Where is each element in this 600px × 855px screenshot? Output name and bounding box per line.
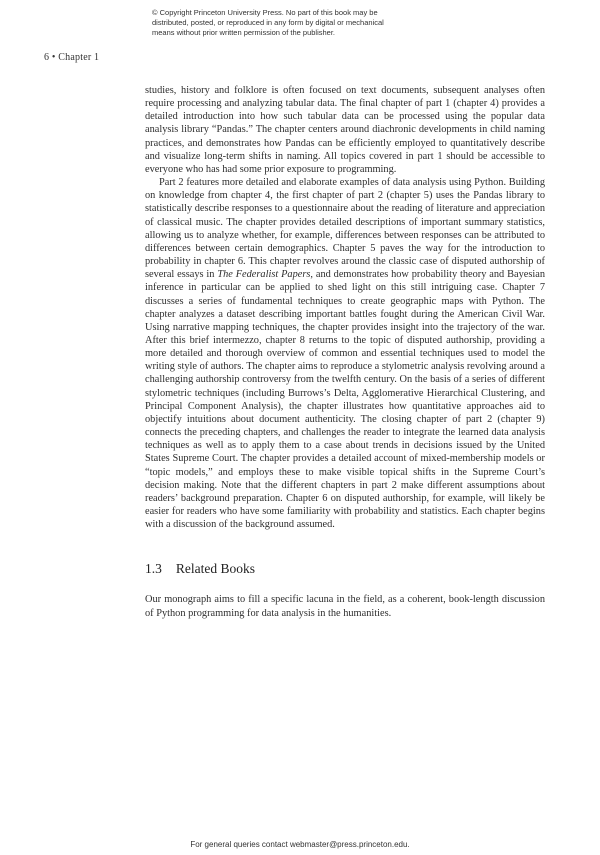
copyright-line: distributed, posted, or reproduced in any form by digital or mechanical: [152, 18, 384, 27]
section-number: 1.3: [145, 561, 162, 577]
section-title: Related Books: [175, 561, 255, 577]
body-paragraph-2: Part 2 features more detailed and elaborate examples of data analysis using Python. Building on knowledge from chapter 4, the first chapter of part 2 (chapter 5) uses the Pandas library to statistically describe responses to a questionnaire about the reading of literature and appreciation of classical music. The chapter provides detailed descriptions of important summary statistics, allowing us to analyze whether, for example, differences between responses can be attributed to differences between certain demographics. Chapter 5 paves the way for the introduction to probability in chapter 6. This chapter revolves around the classic case of disputed authorship of several essays in The Federalist Papers, and demonstrates how probability theory and Bayesian inference in particular can be applied to shed light on this still intriguing case. Chapter 7 discusses a series of fundamental techniques to create geographic maps with Python. The chapter analyzes a dataset describing important battles fought during the American Civil War. Using narrative mapping techniques, the chapter provides insight into the trajectory of the war. After this brief intermezzo, chapter 8 returns to the topic of disputed authorship, providing a more detailed and thorough overview of common and essential techniques used to model the writing style of authors. The chapter aims to reproduce a stylometric analysis revolving around a challenging authorship controversy from the twelfth century. On the basis of a series of different stylometric techniques (including Burrows’s Delta, Agglomerative Hierarchical Clustering, and Principal Component Analysis), the chapter illustrates how quantitative approaches aid to objectify intuitions about document authenticity. The closing chapter of part 2 (chapter 9) connects the preceding chapters, and challenges the reader to integrate the learned data analysis techniques as well as to apply them to a case about trends in decisions issued by the United States Supreme Court. The chapter provides a detailed account of mixed-membership models or “topic models,” and employs these to make visible topical shifts in the Supreme Court’s decision making. Note that the different chapters in part 2 make different assumptions about readers’ background preparation. Chapter 6 on disputed authorship, for example, will likely be easier for readers who have some familiarity with probability and statistics. Each chapter begins with a discussion of the background assumed.: [145, 177, 545, 531]
running-header: 6 • Chapter 1: [44, 52, 100, 63]
footer-query-notice: For general queries contact webmaster@press.princeton.edu.: [190, 840, 410, 849]
copyright-line: © Copyright Princeton University Press. No part of this book may be: [152, 8, 378, 17]
copyright-notice: [152, 8, 402, 38]
section-heading: [145, 561, 545, 577]
copyright-line: means without prior written permission of the publisher.: [152, 28, 336, 37]
body-paragraph-1: studies, history and folklore is often focused on text documents, subsequent analyses often require processing and analyzing tabular data. The final chapter of part 1 (chapter 4) provides a detailed introduction into how such tabular data can be processed using the popular data analysis library “Pandas.” The chapter centers around diachronic developments in child naming practices, and demonstrates how Pandas can be efficiently employed to quantitatively describe and visualize long-term shifts in naming. All topics covered in part 1 should be accessible to everyone who has had some prior exposure to programming.: [145, 85, 545, 175]
main-text-column: [145, 84, 545, 631]
related-books-paragraph: Our monograph aims to fill a specific lacuna in the field, as a coherent, book-length discussion of Python programming for data analysis in the humanities.: [145, 594, 545, 619]
